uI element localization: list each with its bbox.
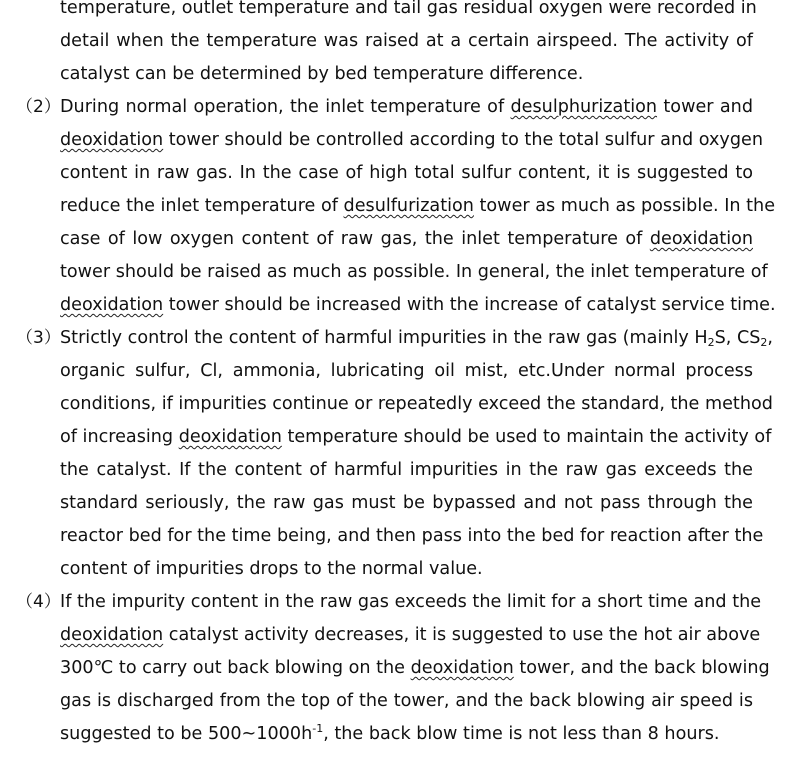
wavy-underlined-term: deoxidation bbox=[410, 658, 514, 678]
text-line: detail when the temperature was raised at a certain airspeed. The activity of bbox=[60, 31, 753, 51]
wavy-underlined-term: deoxidation bbox=[60, 295, 164, 315]
list-marker: （4） bbox=[16, 592, 61, 612]
text-line: Strictly control the content of harmful impurities in the raw gas (mainly $H_2S$, $CS_2$, bbox=[60, 328, 774, 349]
text-line: content in raw gas. In the case of high total sulfur content, it is suggested to bbox=[60, 163, 753, 183]
text-line: standard seriously, the raw gas must be bypassed and not pass through the bbox=[60, 493, 753, 513]
text-line: gas is discharged from the top of the tower, and the back blowing air speed is bbox=[60, 691, 753, 711]
wavy-underlined-term: deoxidation bbox=[649, 229, 753, 249]
text-line: If the impurity content in the raw gas exceeds the limit for a short time and the bbox=[60, 592, 762, 612]
wavy-underlined-term: deoxidation bbox=[60, 130, 164, 150]
text-line: reactor bed for the time being, and then pass into the bed for reaction after the bbox=[60, 526, 764, 546]
wavy-underlined-term: deoxidation bbox=[178, 427, 282, 447]
text-line: catalyst can be determined by bed temperature difference. bbox=[60, 64, 584, 84]
wavy-underlined-term: desulfurization bbox=[343, 196, 474, 216]
text-line: of increasing deoxidation temperature should be used to maintain the activity of bbox=[60, 427, 772, 447]
text-line: content of impurities drops to the normal value. bbox=[60, 559, 483, 579]
text-line: conditions, if impurities continue or repeatedly exceed the standard, the method bbox=[60, 394, 773, 414]
text-line: reduce the inlet temperature of desulfurization tower as much as possible. In the bbox=[60, 196, 776, 216]
wavy-underlined-term: deoxidation bbox=[60, 625, 164, 645]
text-line: 300℃ to carry out back blowing on the deoxidation tower, and the back blowing bbox=[60, 658, 770, 678]
superscript: -1 bbox=[312, 722, 324, 735]
text-line: deoxidation tower should be increased with the increase of catalyst service time. bbox=[60, 295, 776, 315]
text-line: tower should be raised as much as possible. In general, the inlet temperature of bbox=[60, 262, 768, 282]
text-line: suggested to be $500\sim 1000h^{-1}$, the back blow time is not less than 8 hours. bbox=[60, 722, 720, 744]
text-line: the catalyst. If the content of harmful impurities in the raw gas exceeds the bbox=[60, 460, 753, 480]
text-line: case of low oxygen content of raw gas, the inlet temperature of deoxidation bbox=[60, 229, 753, 249]
text-line: organic sulfur, Cl, ammonia, lubricating oil mist, etc.Under normal process bbox=[60, 361, 753, 381]
text-line: temperature, outlet temperature and tail gas residual oxygen were recorded in bbox=[60, 0, 757, 18]
subscript: 2 bbox=[707, 336, 715, 349]
wavy-underlined-term: desulphurization bbox=[510, 97, 658, 117]
list-marker: （3） bbox=[16, 328, 61, 348]
text-line: deoxidation tower should be controlled according to the total sulfur and oxygen bbox=[60, 130, 763, 150]
subscript: 2 bbox=[760, 336, 768, 349]
text-line: deoxidation catalyst activity decreases, it is suggested to use the hot air above bbox=[60, 625, 761, 645]
list-marker: （2） bbox=[16, 97, 61, 117]
text-line: During normal operation, the inlet temperature of desulphurization tower and bbox=[60, 97, 753, 117]
